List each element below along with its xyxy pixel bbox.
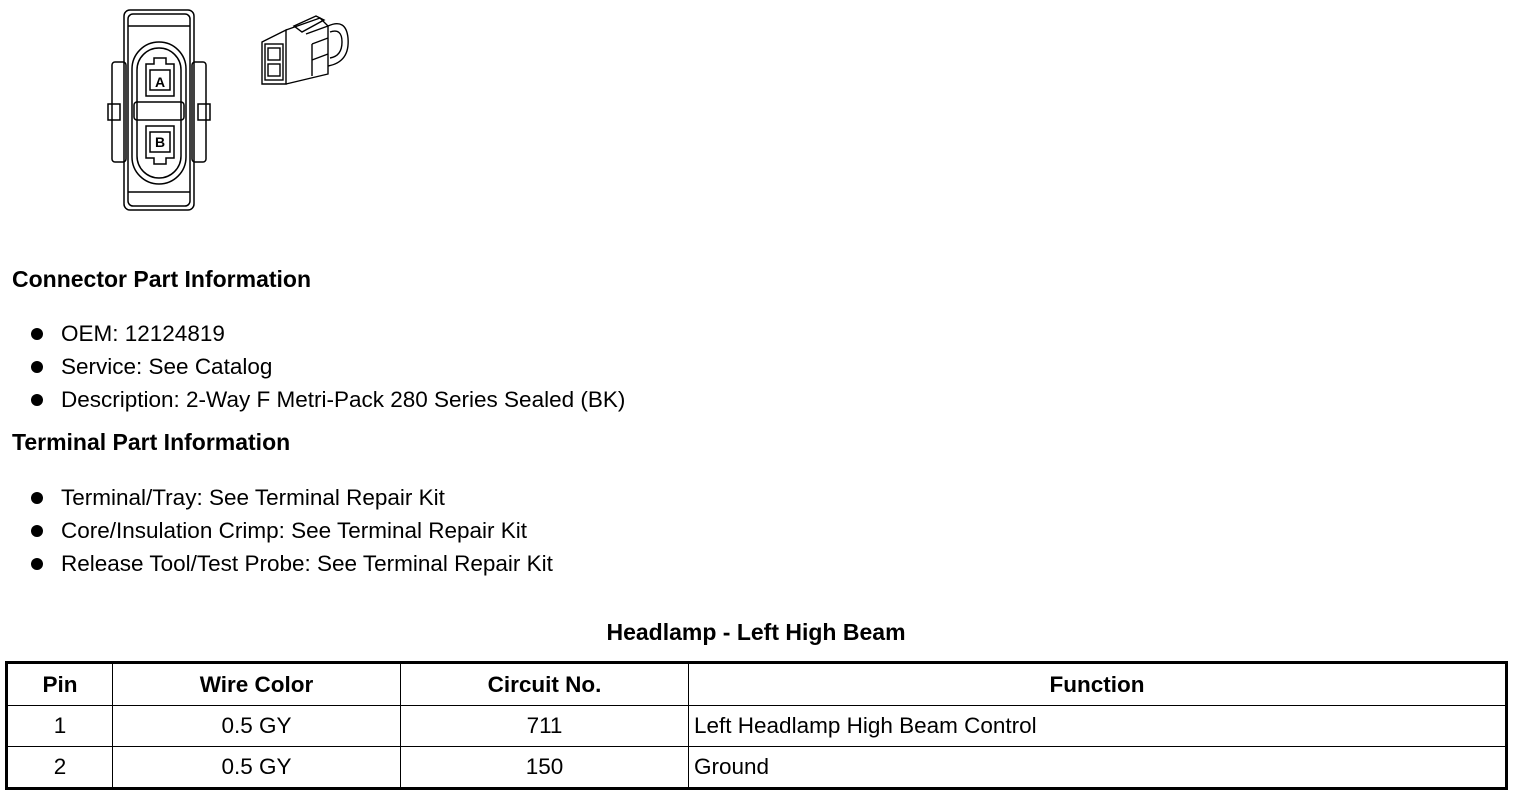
table-row — [7, 747, 1507, 789]
list-item — [28, 350, 625, 383]
list-item — [28, 481, 553, 514]
bullet-icon — [31, 492, 43, 504]
cell-function: Left Headlamp High Beam Control — [689, 706, 1507, 747]
connector-front-view — [104, 6, 216, 218]
list-item — [28, 547, 553, 580]
bullet-icon — [31, 361, 43, 373]
bullet-icon — [31, 328, 43, 340]
cell-function: Ground — [689, 747, 1507, 789]
cell-pin: 1 — [7, 706, 113, 747]
cell-wire-color: 0.5 GY — [113, 747, 401, 789]
bullet-icon — [31, 558, 43, 570]
header-function: Function — [689, 663, 1507, 706]
header-wire-color: Wire Color — [113, 663, 401, 706]
table-header-row — [7, 663, 1507, 706]
list-item-text: Terminal/Tray: See Terminal Repair Kit — [61, 485, 445, 510]
bullet-icon — [31, 525, 43, 537]
terminal-part-info-heading: Terminal Part Information — [12, 429, 291, 455]
cell-wire-color: 0.5 GY — [113, 706, 401, 747]
table-row — [7, 706, 1507, 747]
list-item-text: Core/Insulation Crimp: See Terminal Repair Kit — [61, 518, 528, 543]
pin-table-title: Headlamp - Left High Beam — [606, 619, 906, 645]
terminal-part-info-list — [28, 481, 553, 580]
connector-part-info-heading: Connector Part Information — [12, 266, 312, 292]
list-item — [28, 317, 625, 350]
pin-label-b: B — [154, 134, 166, 150]
cell-circuit-no: 711 — [401, 706, 689, 747]
list-item-text: Release Tool/Test Probe: See Terminal Repair Kit — [61, 551, 553, 576]
list-item-text: OEM: 12124819 — [61, 321, 225, 346]
list-item-text: Description: 2-Way F Metri-Pack 280 Series Sealed (BK) — [61, 387, 626, 412]
list-item — [28, 514, 553, 547]
bullet-icon — [31, 394, 43, 406]
pin-label-a: A — [154, 74, 166, 90]
cell-circuit-no: 150 — [401, 747, 689, 789]
list-item — [28, 383, 625, 416]
header-pin: Pin — [7, 663, 113, 706]
pin-table — [5, 661, 1508, 790]
connector-part-info-list — [28, 317, 625, 416]
list-item-text: Service: See Catalog — [61, 354, 273, 379]
cell-pin: 2 — [7, 747, 113, 789]
header-circuit-no: Circuit No. — [401, 663, 689, 706]
connector-isometric-view — [256, 4, 360, 90]
